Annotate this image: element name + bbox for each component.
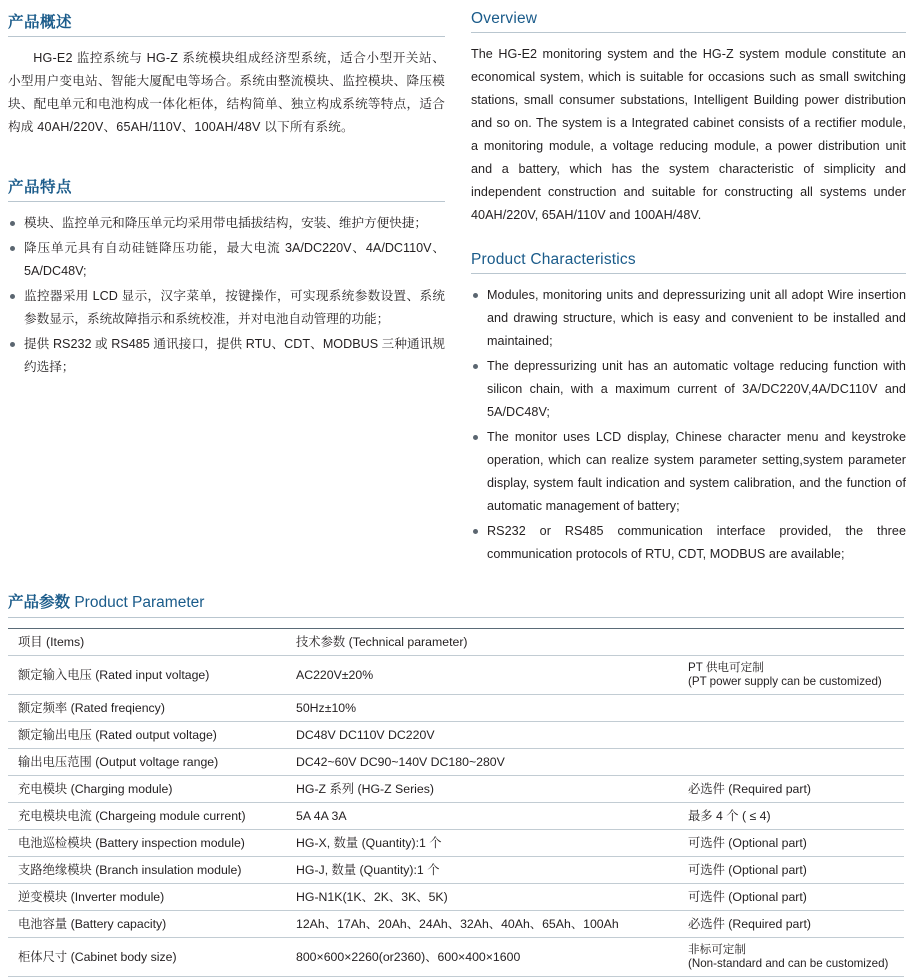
table-row xyxy=(8,938,904,977)
overview-text-cn: HG-E2 监控系统与 HG-Z 系统模块组成经济型系统，适合小型开关站、小型用户变电站、智能大厦配电等场合。系统由整流模块、监控模块、降压模块、配电单元和电池构成一体化柜体，结构简单、独立构成系统等特点，适合构成 40AH/220V、65AH/110V、100AH/48V 以下所有系统。 xyxy=(8,51,445,134)
characteristics-title-en: Product Characteristics xyxy=(471,251,636,268)
overview-title-rule-en xyxy=(471,32,906,33)
overview-text-en: The HG-E2 monitoring system and the HG-Z system module constitute an economical system, which is suitable for occasions such as small switching stations, small consumer substations, Intelligent Building power distribution and so on. The system is a Integrated cabinet consists of a rectifier module, a monitoring module, a voltage reducing module, a power distribution unit and a battery, which has the system characteristic of simplicity and independent construction and suitable for constructing all systems under 40AH/220V, 65AH/110V and 100AH/48V. xyxy=(471,47,906,222)
row-note: 可选件 (Optional part) xyxy=(678,884,904,911)
row-value: HG-X, 数量 (Quantity):1 个 xyxy=(286,830,678,857)
row-note xyxy=(678,749,904,776)
row-note: 必选件 (Required part) xyxy=(678,776,904,803)
row-item: 支路绝缘模块 (Branch insulation module) xyxy=(8,857,286,884)
table-row xyxy=(8,749,904,776)
row-value: HG-J, 数量 (Quantity):1 个 xyxy=(286,857,678,884)
list-item: 提供 RS232 或 RS485 通讯接口，提供 RTU、CDT、MODBUS 三种通讯规约选择； xyxy=(8,333,445,379)
column-header-technical-parameter: 技术参数 (Technical parameter) xyxy=(286,629,678,656)
row-item: 电池容量 (Battery capacity) xyxy=(8,911,286,938)
list-item: 监控器采用 LCD 显示，汉字菜单，按键操作，可实现系统参数设置、系统参数显示，系统故障指示和系统校准，并对电池自动管理的功能； xyxy=(8,285,445,331)
table-row xyxy=(8,695,904,722)
characteristics-list-cn xyxy=(8,212,445,379)
row-note-line2: (Non-standard and can be customized) xyxy=(688,957,889,970)
table-row xyxy=(8,830,904,857)
characteristics-title-rule-en xyxy=(471,273,906,274)
column-header-items: 项目 (Items) xyxy=(8,629,286,656)
row-item: 额定输出电压 (Rated output voltage) xyxy=(8,722,286,749)
list-item: RS232 or RS485 communication interface provided, the three communication protocols of RTU, CDT, MODBUS are available; xyxy=(471,520,906,566)
row-note xyxy=(678,695,904,722)
row-note: 必选件 (Required part) xyxy=(678,911,904,938)
list-item: The depressurizing unit has an automatic voltage reducing function with silicon chain, with a maximum current of 3A/DC220V,4A/DC110V and 5A/DC48V; xyxy=(471,355,906,424)
overview-section-cn xyxy=(8,10,445,139)
table-row xyxy=(8,857,904,884)
table-row xyxy=(8,803,904,830)
row-note: 最多 4 个 ( ≤ 4) xyxy=(678,803,904,830)
table-row xyxy=(8,776,904,803)
english-column xyxy=(457,0,906,568)
row-note xyxy=(678,656,904,695)
table-row xyxy=(8,911,904,938)
row-note-line2: (PT power supply can be customized) xyxy=(688,675,882,688)
row-note: 可选件 (Optional part) xyxy=(678,830,904,857)
spacer-left-1 xyxy=(8,139,445,165)
row-value: 5A 4A 3A xyxy=(286,803,678,830)
spacer-right-1 xyxy=(471,227,906,241)
row-note-line1: 非标可定制 xyxy=(688,943,746,956)
row-value: DC48V DC110V DC220V xyxy=(286,722,678,749)
params-title-cn: 产品参数 xyxy=(8,594,71,611)
characteristics-section-cn xyxy=(8,175,445,379)
overview-title-cn: 产品概述 xyxy=(8,14,73,31)
overview-title-rule-cn xyxy=(8,36,445,37)
characteristics-list-en xyxy=(471,284,906,566)
row-item: 逆变模块 (Inverter module) xyxy=(8,884,286,911)
row-value: HG-N1K(1K、2K、3K、5K) xyxy=(286,884,678,911)
row-note xyxy=(678,722,904,749)
overview-title-en: Overview xyxy=(471,10,538,27)
table-row xyxy=(8,884,904,911)
row-value: 50Hz±10% xyxy=(286,695,678,722)
row-item: 柜体尺寸 (Cabinet body size) xyxy=(8,938,286,977)
list-item: 降压单元具有自动硅链降压功能，最大电流 3A/DC220V、4A/DC110V、 5A/DC48V; xyxy=(8,237,445,283)
row-item: 输出电压范围 (Output voltage range) xyxy=(8,749,286,776)
chinese-column xyxy=(8,0,457,568)
characteristics-title-cn: 产品特点 xyxy=(8,179,73,196)
row-item: 额定频率 (Rated freqiency) xyxy=(8,695,286,722)
table-row xyxy=(8,656,904,695)
table-row xyxy=(8,722,904,749)
params-title-en: Product Parameter xyxy=(74,594,205,611)
row-note-line1: PT 供电可定制 xyxy=(688,661,764,674)
params-title xyxy=(8,590,904,617)
overview-section-en xyxy=(471,10,906,227)
params-title-rule xyxy=(8,617,904,618)
row-item: 充电模块 (Charging module) xyxy=(8,776,286,803)
row-value: DC42~60V DC90~140V DC180~280V xyxy=(286,749,678,776)
row-value: 800×600×2260(or2360)、600×400×1600 xyxy=(286,938,678,977)
list-item: Modules, monitoring units and depressurizing unit all adopt Wire insertion and drawing structure, which is easy and convenient to be installed and maintained; xyxy=(471,284,906,353)
row-value: HG-Z 系列 (HG-Z Series) xyxy=(286,776,678,803)
row-note: 可选件 (Optional part) xyxy=(678,857,904,884)
list-item: 模块、监控单元和降压单元均采用带电插拔结构，安装、维护方便快捷； xyxy=(8,212,445,235)
product-parameter-section xyxy=(0,590,912,977)
list-item: The monitor uses LCD display, Chinese character menu and keystroke operation, which can realize system parameter setting,system parameter display, system fault indication and system calibration, and the function of automatic management of battery; xyxy=(471,426,906,518)
row-item: 电池巡检模块 (Battery inspection module) xyxy=(8,830,286,857)
characteristics-section-en xyxy=(471,251,906,566)
row-note xyxy=(678,938,904,977)
table-header-row xyxy=(8,629,904,656)
row-value: AC220V±20% xyxy=(286,656,678,695)
row-item: 额定输入电压 (Rated input voltage) xyxy=(8,656,286,695)
parameter-table xyxy=(8,628,904,977)
column-header-notes xyxy=(678,629,904,656)
row-item: 充电模块电流 (Chargeing module current) xyxy=(8,803,286,830)
row-value: 12Ah、17Ah、20Ah、24Ah、32Ah、40Ah、65Ah、100Ah xyxy=(286,911,678,938)
characteristics-title-rule-cn xyxy=(8,201,445,202)
